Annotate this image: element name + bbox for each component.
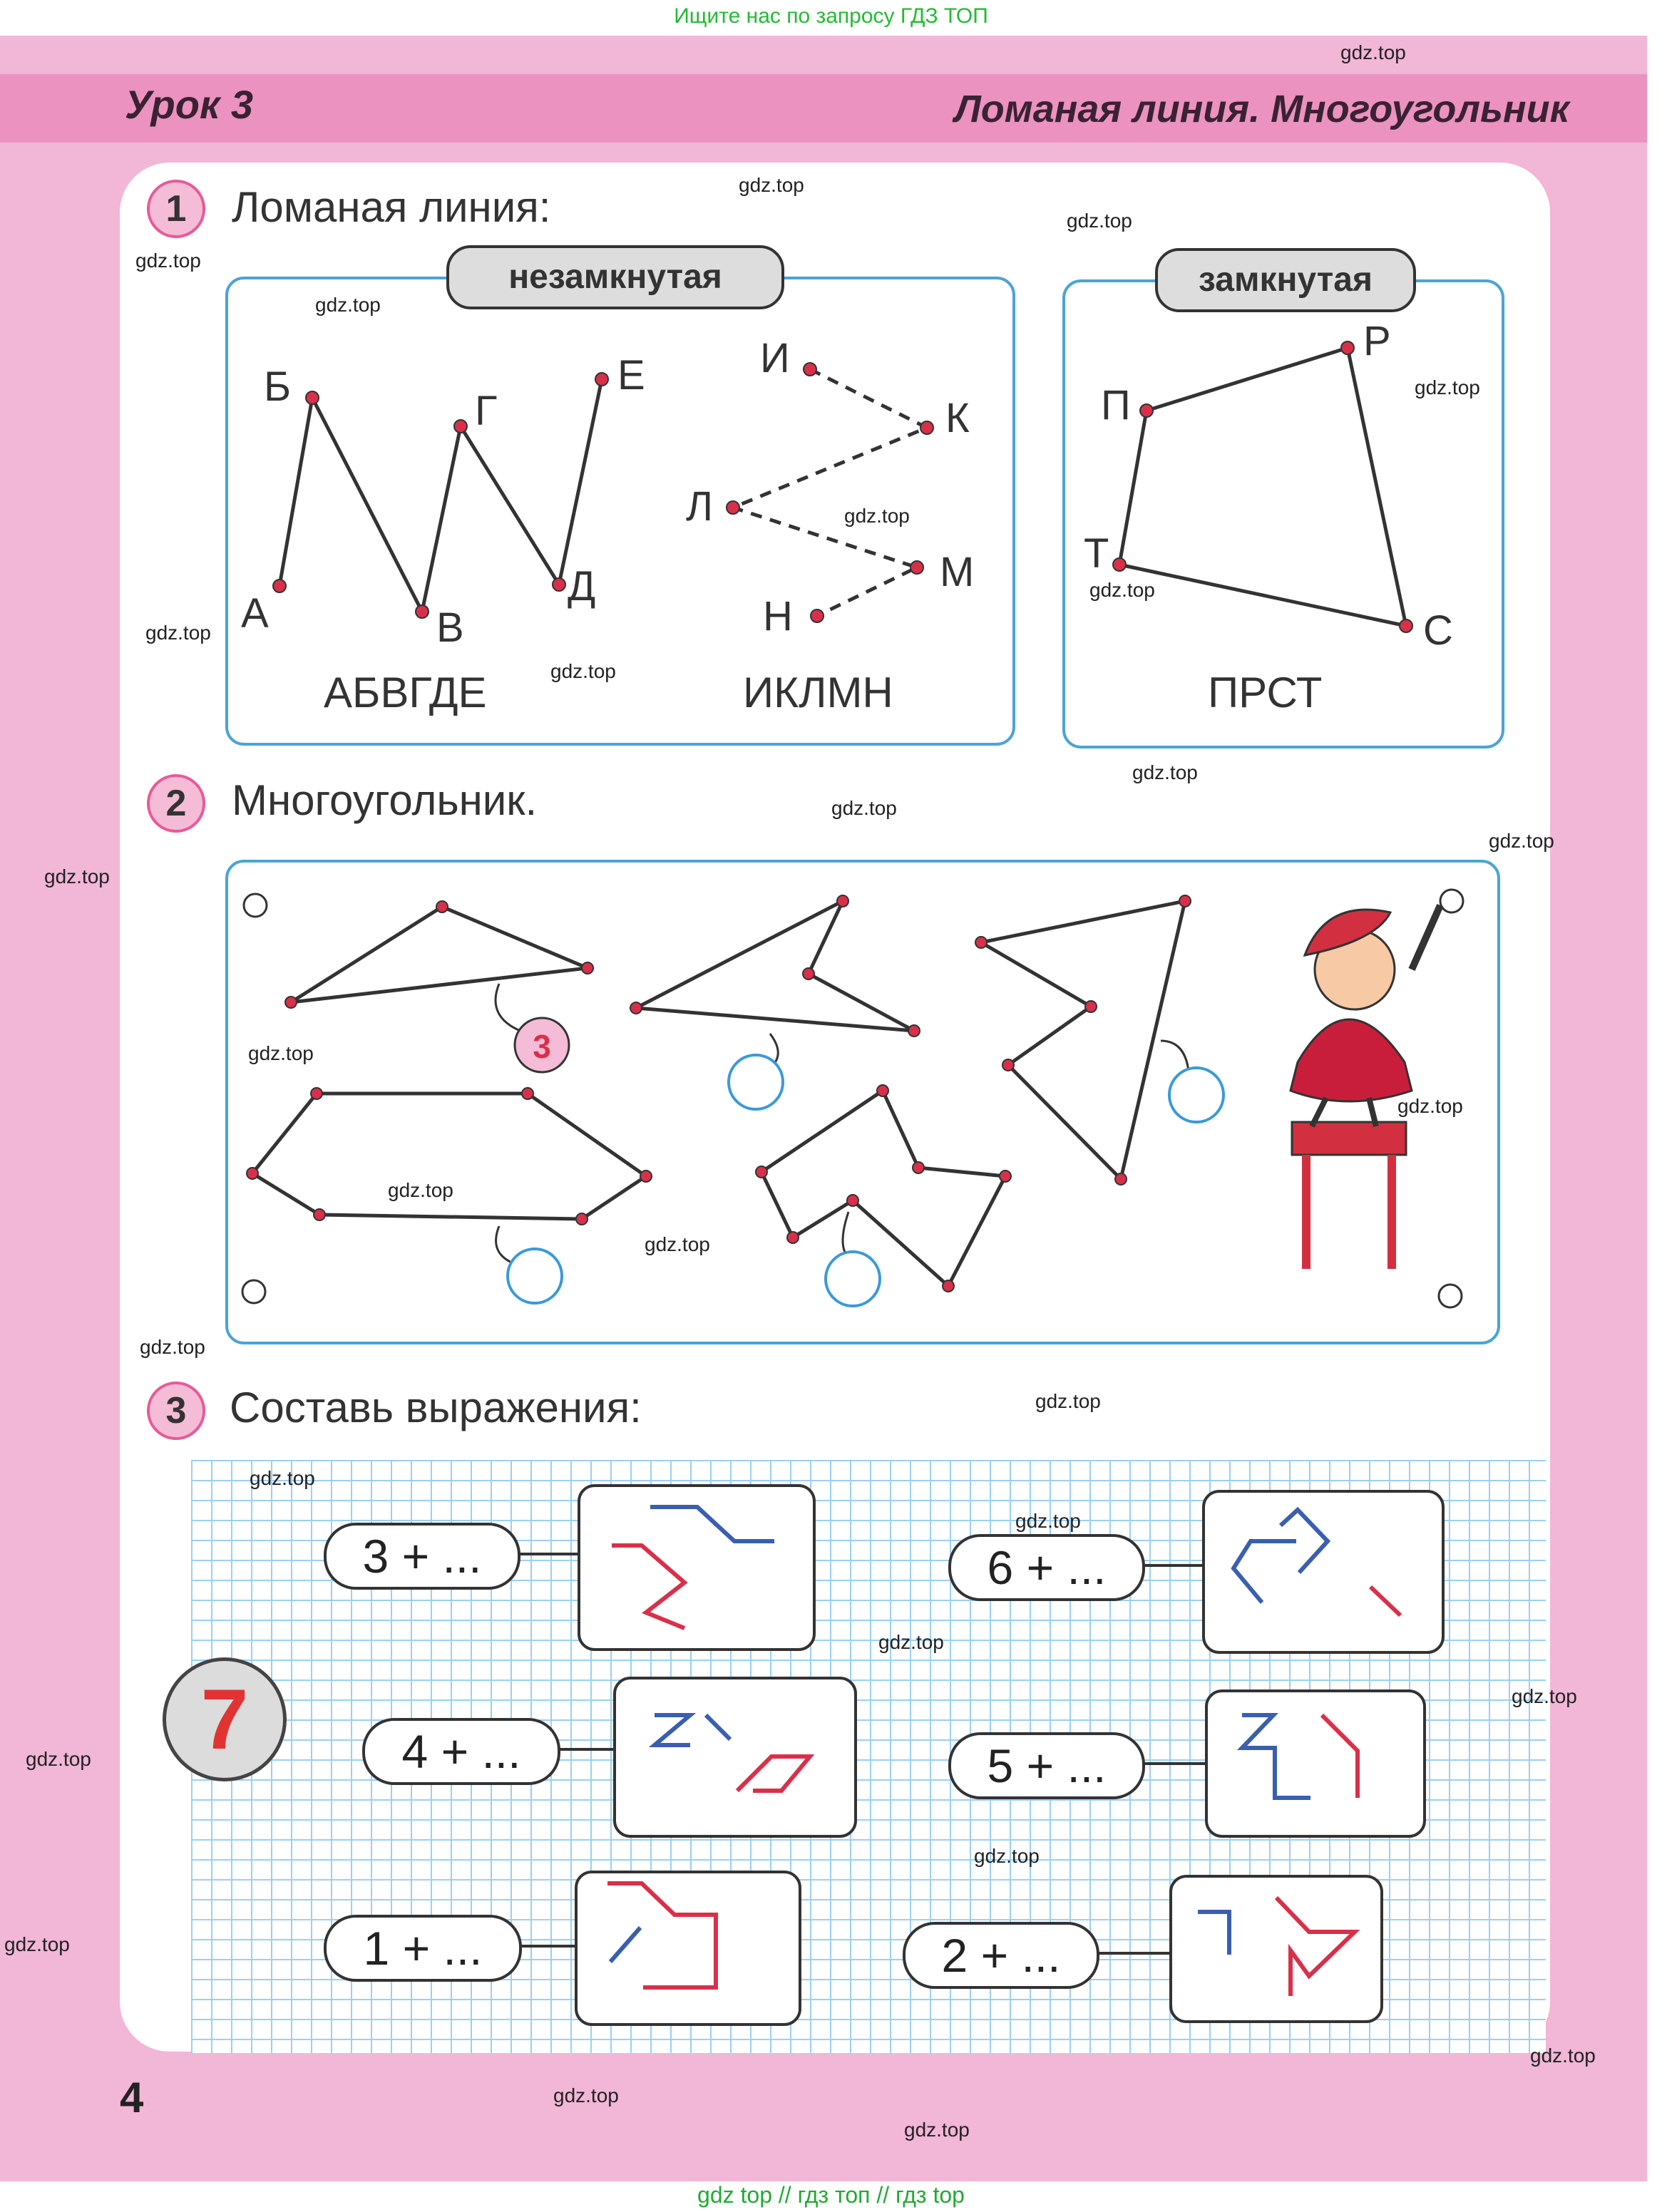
watermark: gdz.top xyxy=(1132,761,1198,783)
watermark: gdz.top xyxy=(250,1467,315,1489)
section-2-number: 2 xyxy=(147,774,205,833)
watermark: gdz.top xyxy=(1530,2044,1596,2067)
bottom-banner[interactable]: gdz top // гдз топ // гдз top xyxy=(697,2182,965,2208)
label-s: С xyxy=(1423,607,1453,654)
page-number: 4 xyxy=(120,2074,144,2121)
watermark: gdz.top xyxy=(904,2119,970,2141)
watermark: gdz.top xyxy=(315,294,381,316)
expression-pill-1[interactable]: 3 + ... xyxy=(324,1523,520,1590)
closed-line-label: замкнутая xyxy=(1155,248,1416,312)
watermark: gdz.top xyxy=(1489,830,1554,852)
label-t: Т xyxy=(1084,530,1109,577)
section-2-title: Многоугольник. xyxy=(232,776,538,824)
open-line-label: незамкнутая xyxy=(446,245,784,309)
watermark: gdz.top xyxy=(1015,1510,1081,1532)
name-abvgde: АБВГДЕ xyxy=(324,669,487,716)
watermark: gdz.top xyxy=(1340,41,1406,63)
watermark: gdz.top xyxy=(1089,579,1155,601)
section-3-title: Составь выражения: xyxy=(230,1384,642,1431)
label-k: К xyxy=(945,395,970,441)
watermark: gdz.top xyxy=(44,865,110,888)
watermark: gdz.top xyxy=(831,797,897,819)
section-1-number: 1 xyxy=(147,180,205,238)
watermark: gdz.top xyxy=(739,174,804,196)
expression-pill-2[interactable]: 4 + ... xyxy=(362,1718,560,1785)
name-prst: ПРСТ xyxy=(1208,669,1323,716)
answer-example: 3 xyxy=(533,1028,551,1065)
label-l: Л xyxy=(686,483,714,530)
topic-title: Ломаная линия. Многоугольник xyxy=(954,88,1569,130)
watermark: gdz.top xyxy=(1067,210,1132,232)
label-i: И xyxy=(760,335,790,381)
watermark: gdz.top xyxy=(1035,1390,1101,1412)
section-3-number: 3 xyxy=(147,1382,205,1440)
watermark: gdz.top xyxy=(550,660,616,682)
watermark: gdz.top xyxy=(4,1933,70,1955)
expression-pill-4[interactable]: 6 + ... xyxy=(948,1534,1145,1601)
watermark: gdz.top xyxy=(388,1179,453,1201)
watermark: gdz.top xyxy=(135,250,201,272)
label-e: Е xyxy=(617,352,645,398)
expression-pill-6[interactable]: 2 + ... xyxy=(903,1922,1099,1989)
watermark: gdz.top xyxy=(145,622,211,644)
target-number: 7 xyxy=(163,1657,287,1781)
watermark: gdz.top xyxy=(553,2084,619,2106)
label-n: Н xyxy=(763,593,793,639)
expression-pill-3[interactable]: 1 + ... xyxy=(324,1915,522,1982)
label-p: П xyxy=(1101,382,1131,428)
label-a: А xyxy=(241,590,269,637)
label-b: Б xyxy=(264,364,292,410)
watermark: gdz.top xyxy=(248,1042,314,1064)
watermark: gdz.top xyxy=(1415,376,1480,398)
expression-pill-5[interactable]: 5 + ... xyxy=(948,1732,1145,1799)
name-iklmn: ИКЛМН xyxy=(743,669,893,716)
watermark: gdz.top xyxy=(140,1336,205,1358)
label-r: Р xyxy=(1363,318,1391,364)
watermark: gdz.top xyxy=(974,1845,1040,1867)
watermark: gdz.top xyxy=(1397,1095,1463,1117)
top-banner[interactable]: Ищите нас по запросу ГДЗ ТОП xyxy=(674,4,988,28)
section-1-title: Ломаная линия: xyxy=(232,183,551,231)
label-d: Д xyxy=(568,563,596,609)
label-v: В xyxy=(436,605,464,651)
label-m: М xyxy=(940,549,975,595)
lesson-title: Урок 3 xyxy=(125,82,254,127)
watermark: gdz.top xyxy=(878,1631,944,1653)
watermark: gdz.top xyxy=(844,505,910,527)
label-g: Г xyxy=(475,388,498,434)
watermark: gdz.top xyxy=(1512,1685,1577,1707)
watermark: gdz.top xyxy=(26,1748,91,1770)
watermark: gdz.top xyxy=(645,1233,710,1255)
